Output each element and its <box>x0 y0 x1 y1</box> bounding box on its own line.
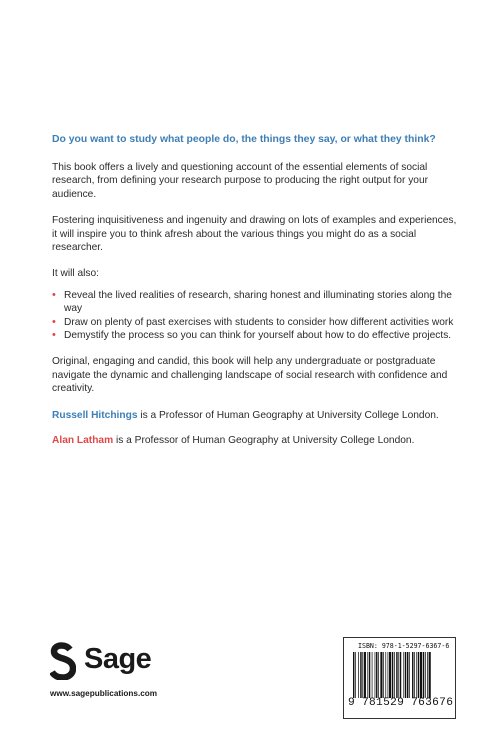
sage-s-logo-icon <box>50 640 76 680</box>
isbn-barcode <box>343 637 456 719</box>
list-item <box>52 289 462 316</box>
list-item <box>52 316 462 329</box>
publisher-website: www.sagepublications.com <box>50 689 158 698</box>
author-bio <box>52 434 462 447</box>
publisher-logo <box>50 640 180 685</box>
barcode-digits: 9 781529 763676 <box>348 697 454 709</box>
list-item-text: Demystify the process so you can think for yourself about how to do effective projects. <box>64 330 452 342</box>
barcode-bars-icon <box>353 652 447 698</box>
blurb-headline: Do you want to study what people do, the things they say, or what they think? <box>52 134 436 145</box>
isbn-label: ISBN: 978-1-5297-6367-6 <box>358 642 450 650</box>
list-item <box>52 329 462 342</box>
bullet-icon: • <box>52 315 56 328</box>
bullet-icon: • <box>52 288 56 301</box>
list-item-text: Draw on plenty of past exercises with students to consider how different activities work <box>64 316 454 328</box>
author-name: Alan Latham <box>52 435 114 447</box>
bullet-icon: • <box>52 329 56 342</box>
feature-list <box>52 289 462 343</box>
author-bio <box>52 409 462 422</box>
publisher-name: Sage <box>84 643 152 675</box>
blurb-closing: Original, engaging and candid, this book will help any undergraduate or postgraduate navigate the dynamic and challenging landscape of social research with confidence and creativity. <box>52 356 448 395</box>
blurb-paragraph: This book offers a lively and questioning account of the essential elements of social research, from defining your research purpose to producing the right output for your audience. <box>52 162 429 200</box>
author-description: is a Professor of Human Geography at University College London. <box>137 409 439 421</box>
back-cover-blurb <box>52 133 462 460</box>
blurb-paragraph: Fostering inquisitiveness and ingenuity and drawing on lots of examples and experiences, it will inspire you to think afresh about the various things you might do as a social researcher. <box>52 215 457 254</box>
blurb-paragraph: It will also: <box>52 268 99 280</box>
author-name: Russell Hitchings <box>52 409 138 421</box>
author-description: is a Professor of Human Geography at University College London. <box>113 435 415 447</box>
list-item-text: Reveal the lived realities of research, sharing honest and illuminating stories along the way <box>64 289 452 315</box>
